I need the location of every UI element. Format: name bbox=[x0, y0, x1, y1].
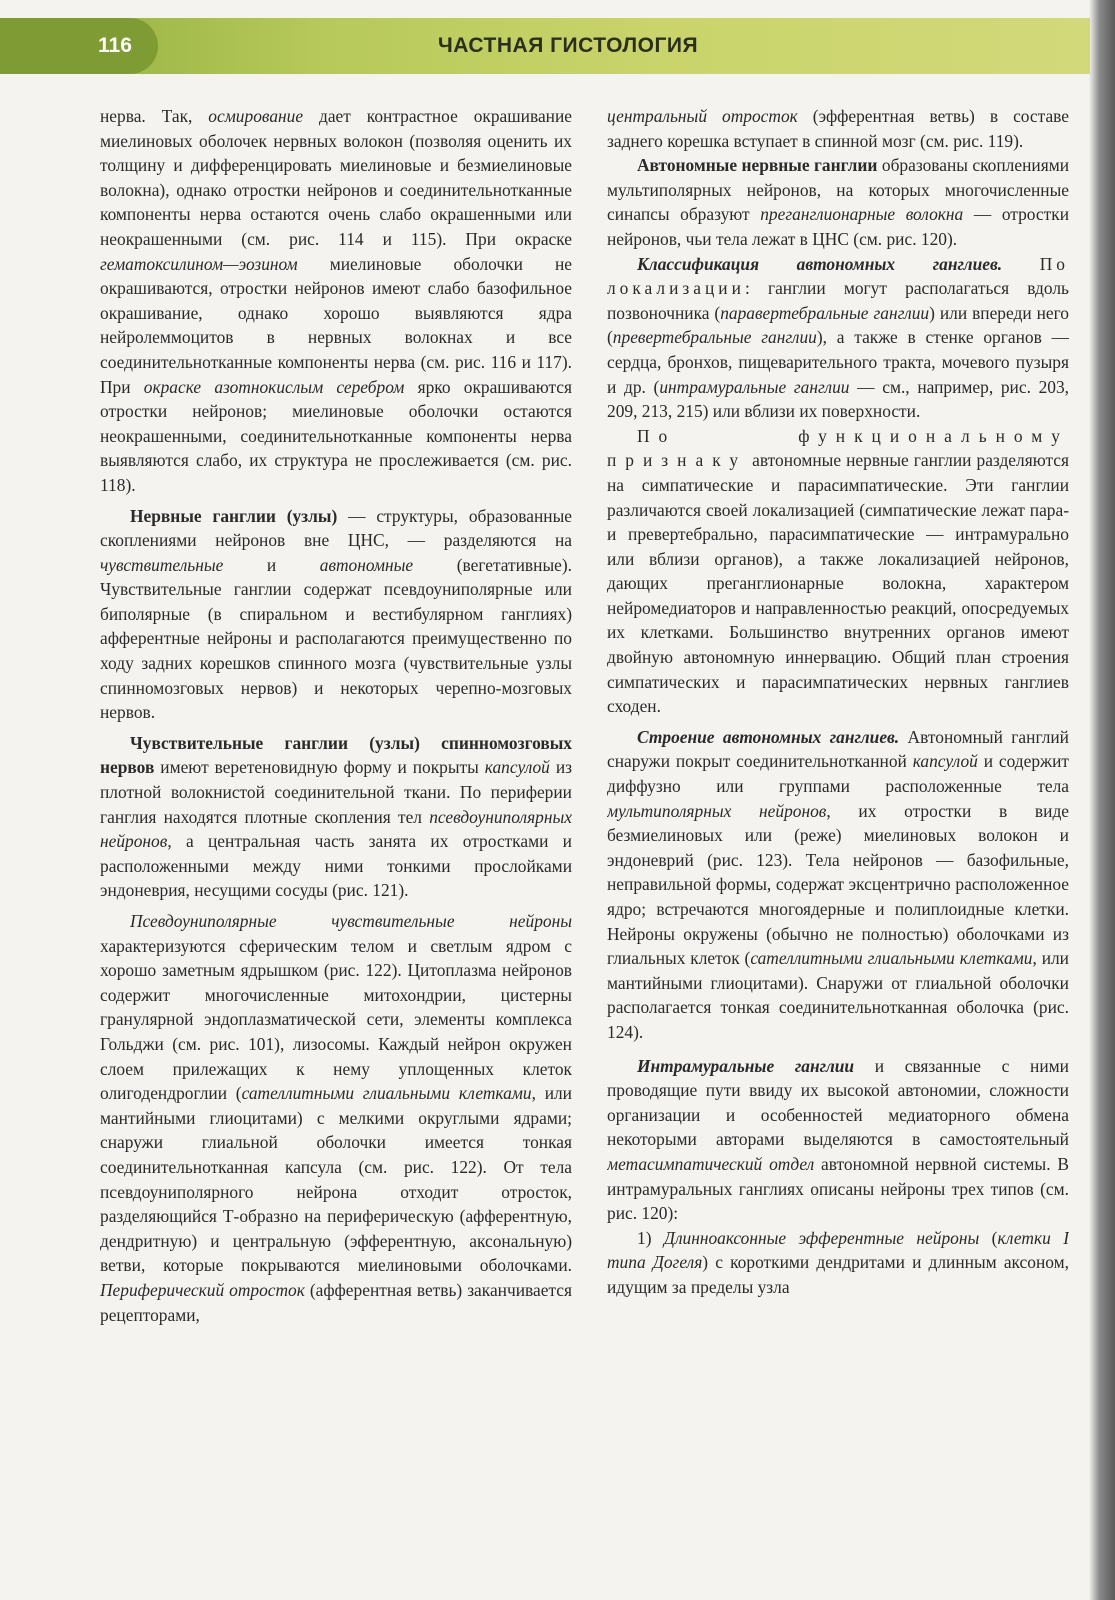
right-column bbox=[607, 104, 1069, 1300]
italic-term: метасимпатический отдел bbox=[607, 1153, 815, 1174]
paragraph: Интрамуральные ганглии и связанные с ними проводящие пути ввиду их высокой автономии, сложности организации и особенностей медиаторного обмена некоторыми авторами выделяются в самостоятельный метасимпатический отдел автономной нервной системы. В интрамуральных ганглиях описаны нейроны трех типов (см. рис. 120): bbox=[607, 1055, 1069, 1224]
italic-term: сателлитными глиальными клетками bbox=[241, 1083, 532, 1104]
italic-term: гематоксилином—эозином bbox=[100, 253, 298, 274]
italic-term: псевдоуниполярных нейронов bbox=[100, 806, 572, 852]
paragraph: Чувствительные ганглии (узлы) спинномозговых нервов имеют веретеновидную форму и покрыты капсулой из плотной волокнистой соединительной ткани. По периферии ганглия находятся плотные скопления тел псевдоуниполярных нейронов, а центральная часть занята их отростками и расположенными между ними тонкими прослойками эндоневрия, несущими сосуды (рис. 121). bbox=[100, 732, 572, 901]
italic-term: окраске азотнокислым серебром bbox=[143, 376, 405, 397]
bold-term: Строение автономных ганглиев. bbox=[637, 726, 900, 747]
spaced-term: По функциональному признаку bbox=[607, 425, 1069, 471]
italic-term: клетки I типа Догеля bbox=[607, 1227, 1069, 1273]
bold-term: Чувствительные ганглии (узлы) спинномозговых нервов bbox=[100, 732, 572, 778]
italic-term: Длинноаксонные эфферентные нейроны bbox=[663, 1227, 980, 1248]
italic-term: сателлитными глиальными клетками bbox=[750, 948, 1033, 969]
bold-term: Нервные ганглии (узлы) bbox=[130, 505, 338, 526]
italic-term: Псевдоуниполярные чувствительные нейроны bbox=[130, 911, 572, 931]
italic-term: осмирование bbox=[208, 106, 304, 126]
italic-term: капсулой bbox=[912, 751, 978, 772]
paragraph: Автономные нервные ганглии образованы скоплениями мультиполярных нейронов, на которых многочисленные синапсы образуют преганглионарные волокна — отростки нейронов, чьи тела лежат в ЦНС (см. рис. 120). bbox=[607, 155, 1069, 249]
italic-term: мультиполярных нейронов bbox=[607, 800, 827, 821]
running-title: ЧАСТНАЯ ГИСТОЛОГИЯ bbox=[438, 34, 699, 57]
bold-term: Автономные нервные ганглии bbox=[637, 155, 878, 176]
italic-term: паравертебральные ганглии bbox=[720, 302, 930, 323]
italic-term: чувствительные bbox=[100, 554, 224, 575]
paragraph: 1) Длинноаксонные эфферентные нейроны (клетки I типа Догеля) с короткими дендритами и длинным аксоном, идущим за пределы узла bbox=[607, 1227, 1069, 1297]
italic-term: капсулой bbox=[484, 757, 550, 778]
italic-term: Периферический отросток bbox=[100, 1279, 305, 1300]
paragraph: Нервные ганглии (узлы) — структуры, образованные скоплениями нейронов вне ЦНС, — разделяются на чувствительные и автономные (вегетативные). Чувствительные ганглии содержат псевдоуниполярные или биполярные (в спиральном и вестибулярном ганглиях) афферентные нейроны и располагаются преимущественно по ходу задних корешков спинного мозга (чувствительные узлы спинномозговых нервов) и некоторых черепно-мозговых нервов. bbox=[100, 505, 572, 723]
spaced-term: По локализации bbox=[607, 253, 1069, 299]
paragraph: нерва. Так, осмирование дает контрастное окрашивание миелиновых оболочек нервных волокон (позволяя оценить их толщину и дифференцировать миелиновые и безмиелиновые волокна), однако отростки нейронов и соединительнотканные компоненты нерва остаются очень слабо окрашенными или неокрашенными (см. рис. 114 и 115). При окраске гематоксилином—эозином миелиновые оболочки не окрашиваются, отростки нейронов имеют слабо базофильное окрашивание, однако хорошо выявляются ядра нейролеммоцитов в нервных волокнах и все соединительнотканные компоненты нерва (см. рис. 116 и 117). При окраске азотнокислым серебром ярко окрашиваются отростки нейронов; миелиновые оболочки остаются неокрашенными, соединительнотканные компоненты нерва выявляются слабо, их структура не прослеживается (см. рис. 118). bbox=[100, 106, 573, 495]
paragraph: Строение автономных ганглиев. Автономный ганглий снаружи покрыт соединительнотканной капсулой и содержит диффузно или группами расположенные тела мультиполярных нейронов, их отростки в виде безмиелиновых или (реже) миелиновых волокон и эндоневрий (рис. 123). Тела нейронов — базофильные, неправильной формы, содержат эксцентрично расположенное ядро; встречаются многоядерные и полиплоидные клетки. Нейроны окружены (обычно не полностью) оболочками из глиальных клеток (сателлитными глиальными клетками, или мантийными глиоцитами). Снаружи от глиальной оболочки располагается тонкая соединительнотканная оболочка (рис. 124). bbox=[607, 726, 1069, 1042]
paragraph: По функциональному признаку автономные нервные ганглии разделяются на симпатические и парасимпатические. Эти ганглии различаются своей локализацией (симпатические лежат пара- и превертебрально, парасимпатические — интрамурально или вблизи органов), а также локализацией нейронов, дающих преганглионарные волокна, характером нейромедиаторов и направленностью реакций, опосредуемых их клетками. Большинство внутренних органов имеют двойную автономную иннервацию. Общий план строения симпатических и парасимпатических нервных ганглиев сходен. bbox=[607, 425, 1069, 717]
italic-term: автономные bbox=[319, 554, 414, 575]
paragraph: Псевдоуниполярные чувствительные нейроны характеризуются сферическим телом и светлым ядром с хорошо заметным ядрышком (рис. 122). Цитоплазма нейронов содержит многочисленные митохондрии, цистерны гранулярной эндоплазматической сети, элементы комплекса Гольджи (см. рис. 101), лизосомы. Каждый нейрон окружен слоем прилежащих к нему уплощенных клеток олигодендроглии (сателлитными глиальными клетками, или мантийными глиоцитами) с мелкими округлыми ядрами; снаружи глиальной оболочки имеется тонкая соединительнотканная капсула (см. рис. 122). От тела псевдоуниполярного нейрона отходит отросток, разделяющийся Т-образно на периферическую (афферентную, дендритную) и центральную (эфферентную, аксональную) ветви, которые покрываются миелиновыми оболочками. Периферический отросток (афферентная ветвь) заканчивается рецепторами, bbox=[100, 911, 572, 1325]
bold-term: Классификация автономных ганглиев. bbox=[637, 253, 1003, 274]
italic-term: преганглионарные волокна bbox=[760, 204, 964, 225]
page-number: 116 bbox=[0, 18, 158, 74]
left-column bbox=[100, 104, 572, 1327]
page-edge-shadow bbox=[1089, 0, 1115, 1600]
italic-term: центральный отросток bbox=[607, 106, 798, 126]
bold-term: Интрамуральные ганглии bbox=[637, 1055, 855, 1076]
paragraph: Классификация автономных ганглиев. По локализации: ганглии могут располагаться вдоль позвоночника (паравертебральные ганглии) или впереди него (превертебральные ганглии), а также в стенке органов — сердца, бронхов, пищеварительного тракта, мочевого пузыря и др. (интрамуральные ганглии — см., например, рис. 203, 209, 213, 215) или вблизи их поверхности. bbox=[607, 253, 1069, 422]
paragraph: центральный отросток (эфферентная ветвь) в составе заднего корешка вступает в спинной мозг (см. рис. 119). bbox=[607, 106, 1069, 151]
italic-term: превертебральные ганглии bbox=[612, 327, 817, 348]
italic-term: интрамуральные ганглии bbox=[659, 376, 850, 397]
